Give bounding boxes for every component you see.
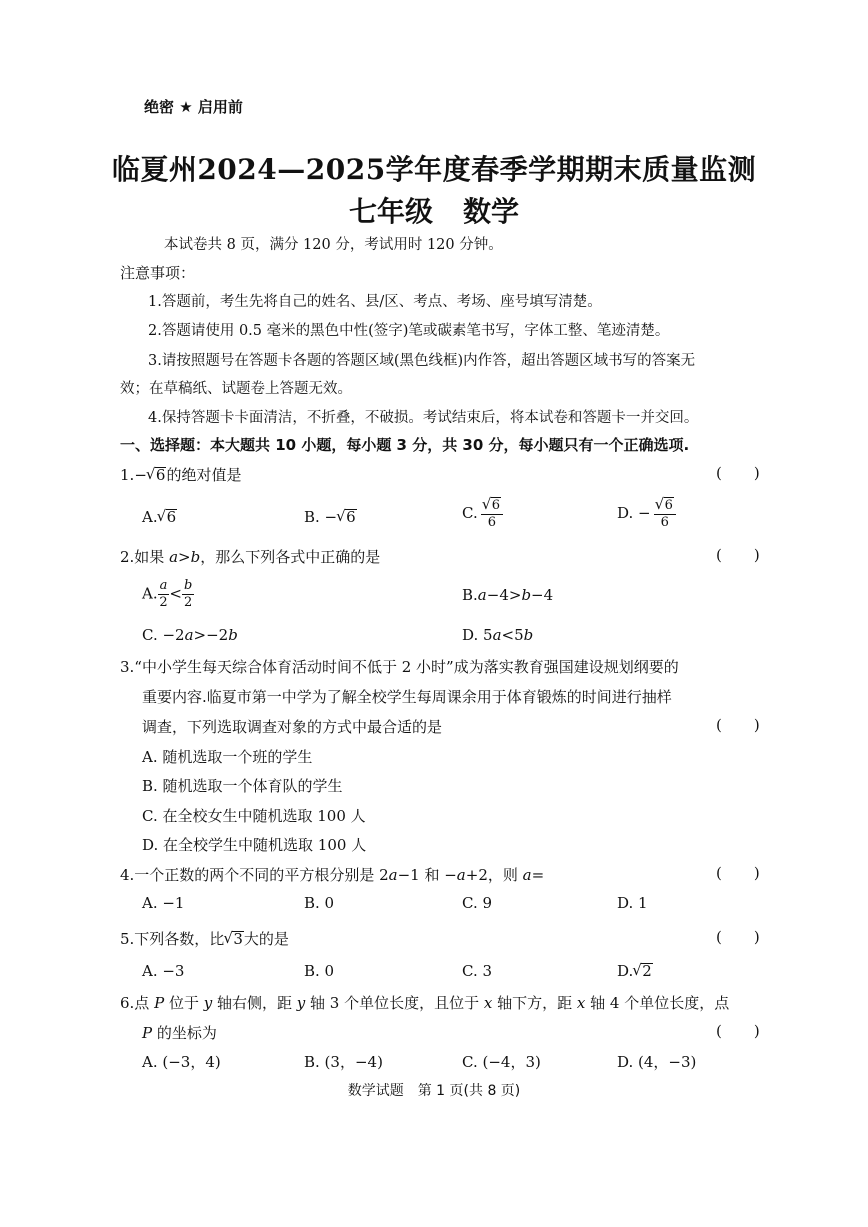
q2-option-d: D. 5a<5b — [462, 626, 534, 644]
page-footer: 数学试题 第 1 页(共 8 页) — [347, 1083, 521, 1099]
question-3-line-1: 3.“中小学生每天综合体育活动时间不低于 2 小时”成为落实教育强国建设规划纲要的 — [120, 658, 679, 676]
q1-option-a: A.√ 6 — [142, 508, 177, 526]
question-4-stem: 4.一个正数的两个不同的平方根分别是 2a−1 和 −a+2，则 a= — [120, 866, 545, 884]
exam-info: 本试卷共 8 页，满分 120 分，考试用时 120 分钟。 — [164, 237, 503, 253]
question-1-stem: 1.−√ 6的绝对值是 — [120, 464, 241, 485]
q5-option-c: C. 3 — [462, 962, 493, 980]
q4-option-d: D. 1 — [617, 894, 648, 912]
exam-subtitle — [0, 190, 868, 230]
question-6-line-1: 6.点 P 位于 y 轴右侧，距 y 轴 3 个单位长度，且位于 x 轴下方，距 x 轴 4 个单位长度，点 — [120, 994, 730, 1012]
q3-option-d: D. 在全校学生中随机选取 100 人 — [142, 836, 367, 854]
q6-option-d: D. (4，−3) — [617, 1053, 697, 1071]
answer-bracket — [716, 864, 764, 882]
question-6-line-2: P 的坐标为 — [142, 1024, 217, 1042]
q4-option-c: C. 9 — [462, 894, 493, 912]
q2-option-c: C. −2a>−2b — [142, 626, 238, 644]
subject-label: 数学 — [463, 195, 520, 228]
q3-option-b: B. 随机选取一个体育队的学生 — [142, 777, 343, 795]
q6-option-a: A. (−3，4) — [142, 1053, 221, 1071]
question-2-stem: 2.如果 a>b，那么下列各式中正确的是 — [120, 548, 381, 566]
q1-option-b: B. −√ 6 — [304, 508, 357, 526]
question-3-line-3: 调查，下列选取调查对象的方式中最合适的是 — [142, 718, 443, 736]
notes-heading: 注意事项： — [120, 264, 196, 282]
note-2: 2.答题请使用 0.5 毫米的黑色中性(签字)笔或碳素笔书写，字体工整、笔迹清楚。 — [148, 323, 670, 339]
q5-option-d: D.√ 2 — [617, 962, 653, 980]
q3-option-c: C. 在全校女生中随机选取 100 人 — [142, 807, 366, 825]
q2-option-a: A. $\frac{a}{2}$ < $\frac{b}{2}$ — [142, 578, 193, 610]
grade-label: 七年级 — [348, 195, 433, 228]
answer-bracket — [716, 928, 764, 946]
exam-title: 临夏州2024—2025学年度春季学期期末质量监测 — [111, 153, 757, 186]
note-1: 1.答题前，考生先将自己的姓名、县/区、考点、考场、座号填写清楚。 — [148, 294, 602, 310]
q3-option-a: A. 随机选取一个班的学生 — [142, 748, 313, 766]
section-heading: 一、选择题：本大题共 10 小题，每小题 3 分，共 30 分，每小题只有一个正确选项. — [120, 436, 690, 454]
confidential-mark: 绝密 ★ 启用前 — [144, 98, 243, 116]
q4-option-b: B. 0 — [304, 894, 335, 912]
answer-bracket — [716, 546, 764, 564]
note-3: 3.请按照题号在答题卡各题的答题区域(黑色线框)内作答，超出答题区域书写的答案无 — [148, 353, 696, 369]
note-4: 4.保持答题卡卡面清洁，不折叠，不破损。考试结束后，将本试卷和答题卡一并交回。 — [148, 410, 699, 426]
question-5-stem: 5.下列各数，比√ 3大的是 — [120, 928, 289, 949]
answer-bracket — [716, 464, 764, 482]
q4-option-a: A. −1 — [142, 894, 185, 912]
q1-option-c: C. √ $\frac{6}{6}$ — [462, 497, 503, 531]
q6-option-c: C. (−4，3) — [462, 1053, 541, 1071]
q5-option-a: A. −3 — [142, 962, 185, 980]
q1-option-d: D. − √ $\frac{6}{6}$ — [617, 497, 676, 531]
answer-bracket — [716, 716, 764, 734]
question-3-line-2: 重要内容.临夏市第一中学为了解全校学生每周课余用于体育锻炼的时间进行抽样 — [142, 688, 672, 706]
note-3-cont: 效；在草稿纸、试题卷上答题无效。 — [120, 381, 352, 397]
q2-option-b: B.a−4>b−4 — [462, 586, 554, 604]
answer-bracket — [716, 1022, 764, 1040]
sqrt-symbol: √ 6 — [147, 466, 167, 484]
q5-option-b: B. 0 — [304, 962, 335, 980]
q6-option-b: B. (3，−4) — [304, 1053, 383, 1071]
